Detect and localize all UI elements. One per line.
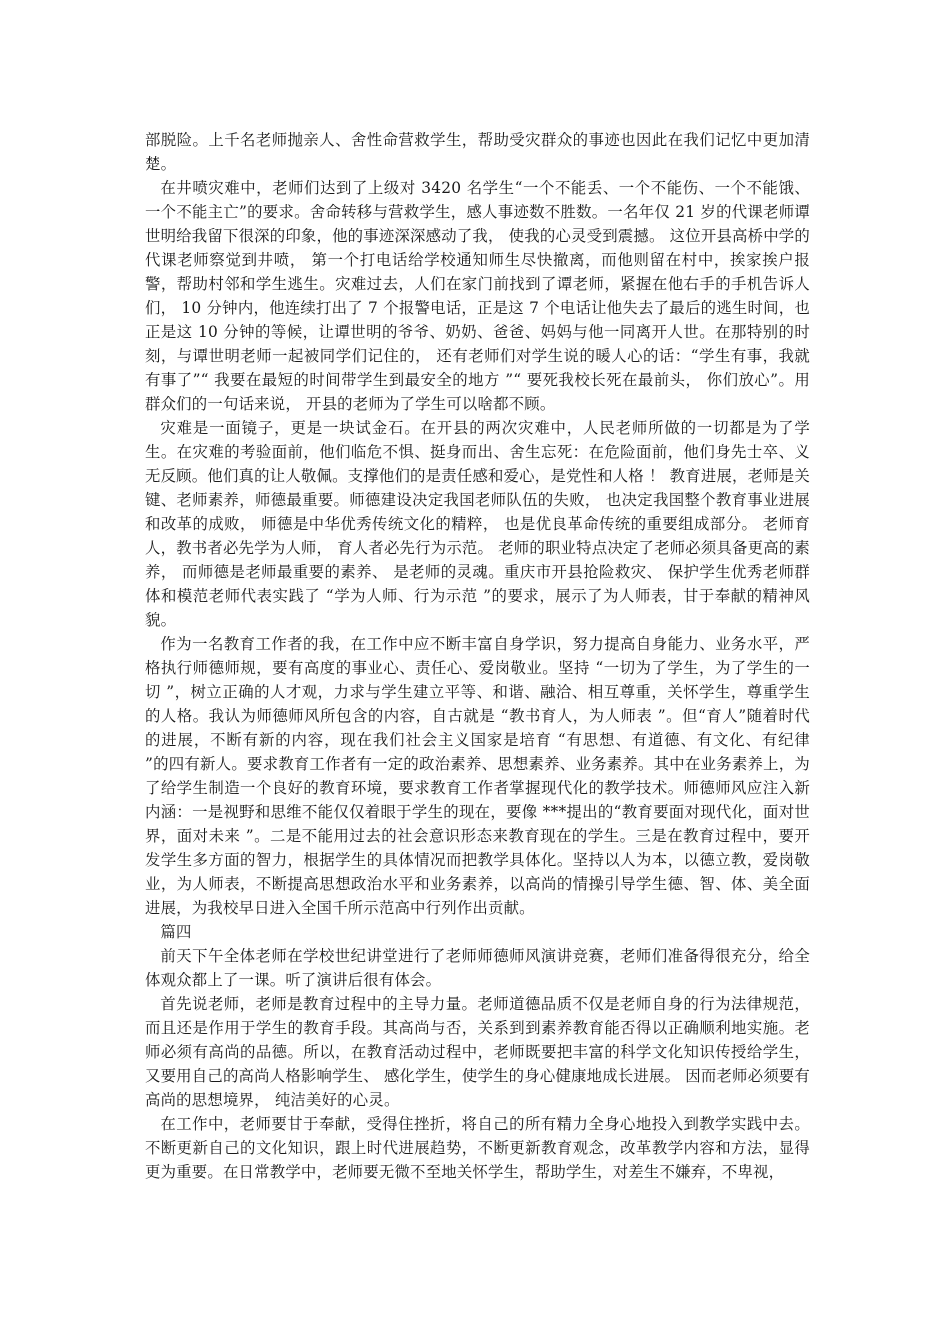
section-heading: 篇四: [160, 923, 192, 941]
paragraph-2: 在井喷灾难中，老师们达到了上级对 3420 名学生“一个不能丢、一个不能伤、一个不能饿、一个不能主亡”的要求。舍命转移与营救学生，感人事迹数不胜数。一名年仅 21 岁的代课老师谭世明给我留下很深的印象，他的事迹深深感动了我， 使我的心灵受到震撼。 这位开县高桥中学的代课老师察觉到井喷， 第一个打电话给学校通知师生尽快撤离，而他则留在村中，挨家挨户报警，帮助村邻和学生逃生。灾难过去，人们在家门前找到了谭老师，紧握在他右手的手机告诉人们， 10 分钟内，他连续打出了 7 个报警电话，正是这 7 个电话让他失去了最后的逃生时间，也正是这 10 分钟的等候，让谭世明的爷爷、奶奶、爸爸、妈妈与他一同离开人世。在那特别的时刻，与谭世明老师一起被同学们记住的， 还有老师们对学生说的暖人心的话：“学生有事，我就有事了”“ 我要在最短的时间带学生到最安全的地方 ”“ 要死我校长死在最前头， 你们放心”。用群众们的一句话来说， 开县的老师为了学生可以啥都不顾。: [145, 179, 810, 413]
paragraph-7: 在工作中，老师要甘于奉献，受得住挫折，将自己的所有精力全身心地投入到教学实践中去。不断更新自己的文化知识，跟上时代进展趋势，不断更新教育观念，改革教学内容和方法，显得更为重要。在日常教学中，老师要无微不至地关怀学生，帮助学生，对差生不嫌弃，不卑视，: [145, 1115, 810, 1181]
paragraph-6: 首先说老师，老师是教育过程中的主导力量。老师道德品质不仅是老师自身的行为法律规范，而且还是作用于学生的教育手段。其高尚与否，关系到到素养教育能否得以正确顺利地实施。老师必须有高尚的品德。所以，在教育活动过程中，老师既要把丰富的科学文化知识传授给学生，又要用自己的高尚人格影响学生、 感化学生，使学生的身心健康地成长进展。 因而老师必须要有高尚的思想境界， 纯洁美好的心灵。: [145, 995, 810, 1109]
document-page: [145, 128, 810, 1184]
paragraph-3: 灾难是一面镜子，更是一块试金石。在开县的两次灾难中，人民老师所做的一切都是为了学生。在灾难的考验面前，他们临危不惧、挺身而出、舍生忘死：在危险面前，他们身先士卒、义无反顾。他们真的让人敬佩。支撑他们的是责任感和爱心，是党性和人格 ！ 教育进展，老师是关键、老师素养，师德最重要。师德建设决定我国老师队伍的失败， 也决定我国整个教育事业进展和改革的成败， 师德是中华优秀传统文化的精粹， 也是优良革命传统的重要组成部分。 老师育人，教书者必先学为人师， 育人者必先行为示范。 老师的职业特点决定了老师必须具备更高的素养， 而师德是老师最重要的素养、 是老师的灵魂。重庆市开县抢险救灾、 保护学生优秀老师群体和模范老师代表实践了 “学为人师、行为示范 ”的要求，展示了为人师表，甘于奉献的精神风貌。: [145, 419, 810, 629]
paragraph-5: 前天下午全体老师在学校世纪讲堂进行了老师师德师风演讲竞赛，老师们准备得很充分，给全体观众都上了一课。听了演讲后很有体会。: [145, 947, 810, 989]
paragraph-1: 部脱险。上千名老师抛亲人、舍性命营救学生，帮助受灾群众的事迹也因此在我们记忆中更加清楚。: [145, 131, 810, 173]
paragraph-4: 作为一名教育工作者的我，在工作中应不断丰富自身学识，努力提高自身能力、业务水平，严格执行师德师规，要有高度的事业心、责任心、爱岗敬业。坚持 “一切为了学生，为了学生的一切 ”，树立正确的人才观，力求与学生建立平等、和谐、融洽、相互尊重，关怀学生，尊重学生的人格。我认为师德师风所包含的内容，自古就是 “教书育人，为人师表 ”。但“育人”随着时代的进展，不断有新的内容，现在我们社会主义国家是培育 “有思想、有道德、有文化、有纪律 ”的四有新人。要求教育工作者有一定的政治素养、思想素养、业务素养。其中在业务素养上，为了给学生制造一个良好的教育环境，要求教育工作者掌握现代化的教学技术。师德师风应注入新内涵：一是视野和思维不能仅仅着眼于学生的现在，要像 ***提出的“教育要面对现代化，面对世界，面对未来 ”。二是不能用过去的社会意识形态来教育现在的学生。三是在教育过程中，要开发学生多方面的智力，根据学生的具体情况而把教学具体化。坚持以人为本，以德立教，爱岗敬业，为人师表，不断提高思想政治水平和业务素养，以高尚的情操引导学生德、智、体、美全面进展，为我校早日进入全国千所示范高中行列作出贡献。: [145, 635, 810, 917]
